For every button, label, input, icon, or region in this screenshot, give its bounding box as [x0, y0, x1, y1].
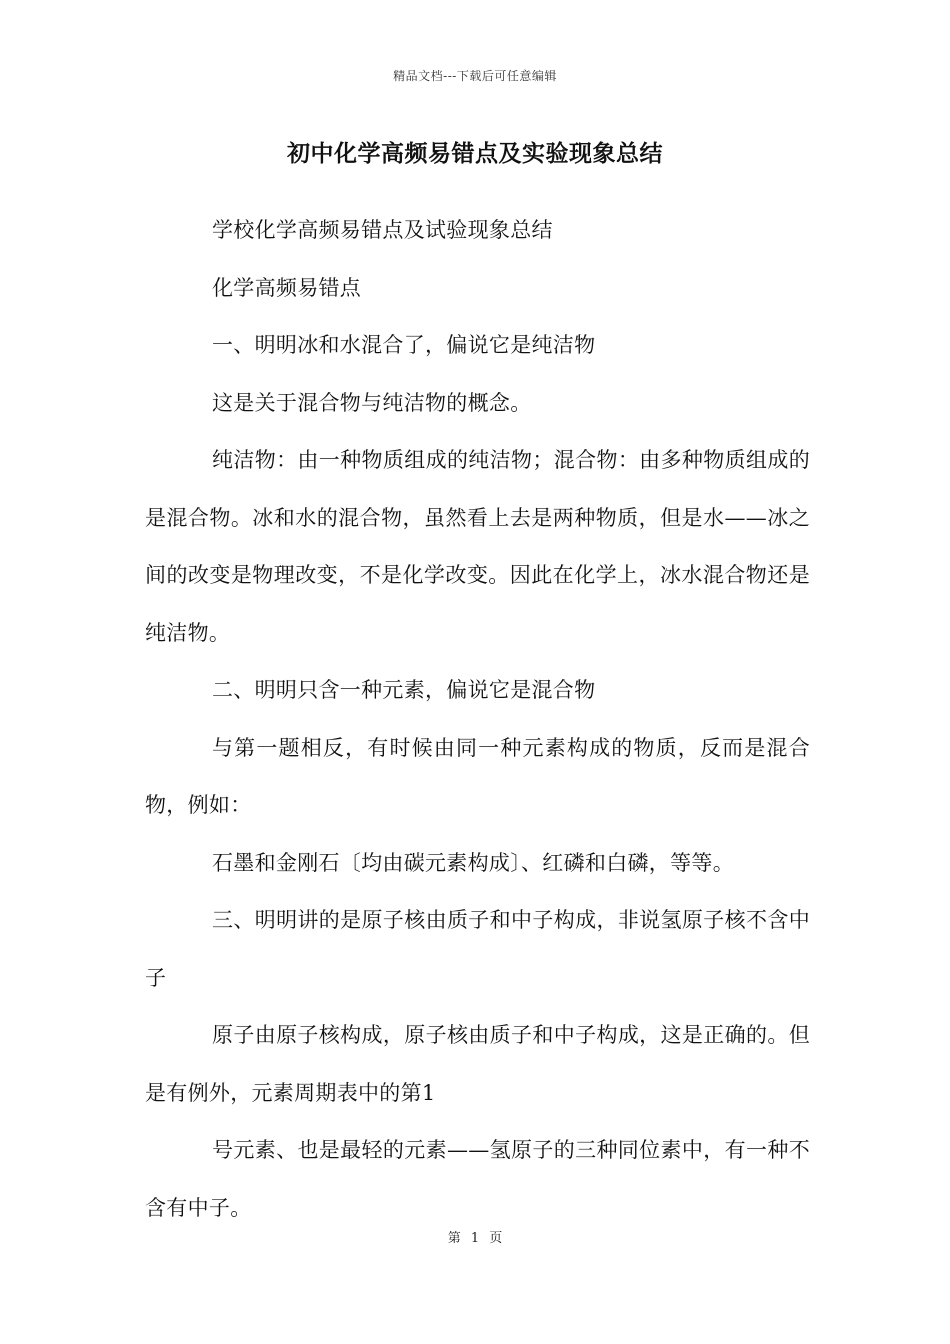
page-label-prefix: 第	[447, 1231, 461, 1246]
page-number: 1	[470, 1231, 480, 1246]
page-number-footer	[0, 1227, 950, 1246]
section-heading: 三、明明讲的是原子核由质子和中子构成，非说氢原子核不含中子	[145, 908, 810, 990]
paragraph: 与第一题相反，有时候由同一种元素构成的物质，反而是混合物，例如：	[145, 735, 810, 817]
paragraph: 纯洁物：由一种物质组成的纯洁物；混合物：由多种物质组成的是混合物。冰和水的混合物，虽然看上去是两种物质，但是水——冰之间的改变是物理改变，不是化学改变。因此在化学上，冰水混合物还是纯洁物。	[145, 448, 810, 645]
section-heading: 二、明明只含一种元素，偏说它是混合物	[212, 678, 596, 702]
paragraph: 化学高频易错点	[212, 275, 362, 300]
paragraph: 这是关于混合物与纯洁物的概念。	[212, 390, 532, 415]
paragraph: 学校化学高频易错点及试验现象总结	[212, 218, 553, 242]
document-title: 初中化学高频易错点及实验现象总结	[287, 140, 663, 167]
document-body	[145, 202, 810, 1237]
header-note: 精品文档---下载后可任意编辑	[393, 69, 557, 83]
paragraph: 原子由原子核构成，原子核由质子和中子构成，这是正确的。但是有例外，元素周期表中的第1	[145, 1023, 810, 1105]
paragraph: 石墨和金刚石〔均由碳元素构成〕、红磷和白磷，等等。	[212, 850, 734, 875]
paragraph: 号元素、也是最轻的元素——氢原子的三种同位素中，有一种不含有中子。	[145, 1138, 810, 1220]
section-heading: 一、明明冰和水混合了，偏说它是纯洁物	[212, 333, 596, 357]
page-label-suffix: 页	[489, 1231, 503, 1246]
